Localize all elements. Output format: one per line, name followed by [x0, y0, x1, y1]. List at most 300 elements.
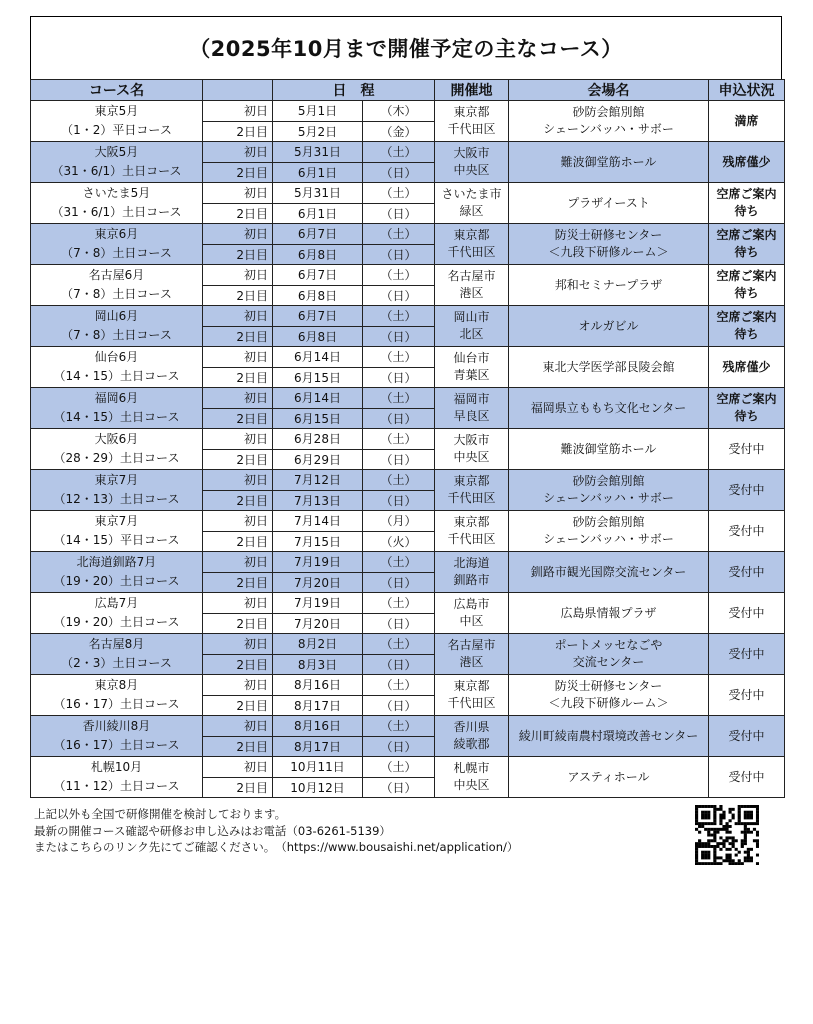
venue-line: 防災士研修センター — [554, 228, 663, 242]
location-ward: 釧路市 — [453, 573, 490, 587]
date-cell: 5月31日 — [273, 142, 363, 163]
venue-cell — [509, 634, 709, 675]
location-ward: 千代田区 — [447, 245, 496, 259]
table-header-row — [31, 80, 785, 101]
weekday-cell: （土） — [363, 552, 435, 573]
date-cell: 6月7日 — [273, 306, 363, 327]
header-status: 申込状況 — [709, 80, 785, 101]
weekday-cell: （月） — [363, 511, 435, 532]
venue-cell — [509, 388, 709, 429]
day-label: 2日目 — [203, 449, 273, 470]
location-ward: 緑区 — [459, 204, 484, 218]
date-cell: 7月13日 — [273, 490, 363, 511]
day-label: 2日目 — [203, 203, 273, 224]
day-label: 2日目 — [203, 736, 273, 757]
venue-cell — [509, 224, 709, 265]
venue-line: 砂防会館別館 — [572, 105, 645, 119]
course-name — [31, 306, 203, 347]
location-ward: 北区 — [459, 327, 484, 341]
status-line: 待ち — [734, 204, 759, 218]
location-city: 東京都 — [453, 515, 490, 529]
location-cell — [435, 429, 509, 470]
status-badge — [709, 306, 785, 347]
date-cell: 10月11日 — [273, 757, 363, 778]
weekday-cell: （土） — [363, 306, 435, 327]
venue-cell — [509, 347, 709, 388]
day-label: 初日 — [203, 470, 273, 491]
course-name-line: 大阪6月 — [94, 432, 139, 446]
course-name-line: 東京7月 — [94, 473, 139, 487]
course-name — [31, 757, 203, 798]
weekday-cell: （土） — [363, 429, 435, 450]
day-label: 2日目 — [203, 654, 273, 675]
course-period: （11・12）土日コース — [53, 779, 180, 793]
date-cell: 8月2日 — [273, 634, 363, 655]
date-cell: 6月29日 — [273, 449, 363, 470]
status-line: 待ち — [734, 409, 759, 423]
venue-cell — [509, 552, 709, 593]
location-cell — [435, 757, 509, 798]
course-period: （14・15）土日コース — [53, 369, 180, 383]
location-city: 北海道 — [453, 556, 490, 570]
status-line: 受付中 — [728, 769, 765, 784]
table-row — [31, 675, 785, 696]
status-line: 受付中 — [728, 441, 765, 456]
weekday-cell: （土） — [363, 716, 435, 737]
course-period: （19・20）土日コース — [53, 615, 180, 629]
status-line: 残席僅少 — [722, 154, 771, 169]
venue-line: ＜九段下研修ルーム＞ — [548, 245, 669, 259]
table-row — [31, 511, 785, 532]
course-name — [31, 429, 203, 470]
location-cell — [435, 306, 509, 347]
location-cell — [435, 511, 509, 552]
venue-line: 邦和セミナープラザ — [554, 277, 663, 292]
venue-line: プラザイースト — [567, 195, 650, 210]
date-cell: 6月14日 — [273, 347, 363, 368]
course-name — [31, 552, 203, 593]
status-badge — [709, 224, 785, 265]
venue-line: オルガビル — [578, 318, 639, 333]
course-name — [31, 593, 203, 634]
course-period: （1・2）平日コース — [61, 123, 172, 137]
day-label: 2日目 — [203, 285, 273, 306]
weekday-cell: （火） — [363, 531, 435, 552]
date-cell: 7月20日 — [273, 613, 363, 634]
location-city: 東京都 — [453, 228, 490, 242]
table-row — [31, 388, 785, 409]
course-name — [31, 101, 203, 142]
table-row — [31, 757, 785, 778]
date-cell: 6月8日 — [273, 244, 363, 265]
location-city: 岡山市 — [453, 310, 490, 324]
status-line: 空席ご案内 — [716, 228, 777, 242]
date-cell: 8月16日 — [273, 716, 363, 737]
course-name-line: 東京7月 — [94, 514, 139, 528]
status-line: 受付中 — [728, 646, 765, 661]
table-row — [31, 142, 785, 163]
header-venue: 会場名 — [509, 80, 709, 101]
day-label: 2日目 — [203, 490, 273, 511]
day-label: 初日 — [203, 142, 273, 163]
course-name-line: 名古屋8月 — [88, 637, 145, 651]
weekday-cell: （土） — [363, 634, 435, 655]
date-cell: 8月16日 — [273, 675, 363, 696]
weekday-cell: （日） — [363, 777, 435, 798]
location-cell — [435, 593, 509, 634]
day-label: 2日目 — [203, 777, 273, 798]
weekday-cell: （日） — [363, 203, 435, 224]
location-ward: 綾歌郡 — [453, 737, 490, 751]
table-row — [31, 716, 785, 737]
location-ward: 中央区 — [453, 163, 490, 177]
location-city: 香川県 — [453, 720, 490, 734]
venue-line: シェーンバッハ・サボー — [543, 532, 674, 546]
date-cell: 5月1日 — [273, 101, 363, 122]
day-label: 2日目 — [203, 162, 273, 183]
venue-line: 釧路市観光国際交流センター — [530, 564, 687, 579]
date-cell: 10月12日 — [273, 777, 363, 798]
date-cell: 6月15日 — [273, 408, 363, 429]
course-name-line: 香川綾川8月 — [82, 719, 151, 733]
venue-cell — [509, 265, 709, 306]
date-cell: 6月15日 — [273, 367, 363, 388]
location-city: 仙台市 — [453, 351, 490, 365]
status-line: 満席 — [734, 113, 759, 128]
header-schedule: 日 程 — [273, 80, 435, 101]
status-badge — [709, 347, 785, 388]
course-name-line: 岡山6月 — [94, 309, 139, 323]
venue-line: 砂防会館別館 — [572, 515, 645, 529]
day-label: 2日目 — [203, 531, 273, 552]
location-ward: 中央区 — [453, 778, 490, 792]
venue-line: シェーンバッハ・サボー — [543, 122, 674, 136]
course-name — [31, 716, 203, 757]
table-row — [31, 183, 785, 204]
status-badge — [709, 470, 785, 511]
date-cell: 7月20日 — [273, 572, 363, 593]
table-row — [31, 265, 785, 286]
day-label: 初日 — [203, 716, 273, 737]
course-period: （31・6/1）土日コース — [51, 205, 182, 219]
location-ward: 千代田区 — [447, 491, 496, 505]
table-row — [31, 306, 785, 327]
course-name-line: 福岡6月 — [94, 391, 139, 405]
location-cell — [435, 470, 509, 511]
weekday-cell: （日） — [363, 695, 435, 716]
status-line: 受付中 — [728, 482, 765, 497]
status-line: 空席ご案内 — [716, 310, 777, 324]
weekday-cell: （土） — [363, 675, 435, 696]
course-name-line: 北海道釧路7月 — [76, 555, 157, 569]
status-line: 空席ご案内 — [716, 187, 777, 201]
table-row — [31, 429, 785, 450]
location-cell — [435, 224, 509, 265]
location-ward: 千代田区 — [447, 696, 496, 710]
venue-line: 広島県情報プラザ — [560, 605, 657, 620]
status-badge — [709, 593, 785, 634]
location-ward: 中区 — [459, 614, 484, 628]
table-row — [31, 347, 785, 368]
venue-cell — [509, 183, 709, 224]
course-name-line: 東京6月 — [94, 227, 139, 241]
location-city: 広島市 — [453, 597, 490, 611]
day-label: 2日目 — [203, 367, 273, 388]
location-ward: 早良区 — [453, 409, 490, 423]
location-cell — [435, 552, 509, 593]
status-badge — [709, 388, 785, 429]
status-line: 待ち — [734, 286, 759, 300]
note-line: 上記以外も全国で研修開催を検討しております。 — [34, 807, 287, 821]
location-cell — [435, 142, 509, 183]
course-name — [31, 265, 203, 306]
venue-cell — [509, 470, 709, 511]
weekday-cell: （木） — [363, 101, 435, 122]
status-badge — [709, 511, 785, 552]
location-cell — [435, 101, 509, 142]
course-period: （7・8）土日コース — [61, 246, 172, 260]
date-cell: 6月14日 — [273, 388, 363, 409]
course-period: （28・29）土日コース — [53, 451, 180, 465]
date-cell: 8月17日 — [273, 695, 363, 716]
status-line: 受付中 — [728, 523, 765, 538]
weekday-cell: （日） — [363, 736, 435, 757]
course-name — [31, 347, 203, 388]
day-label: 初日 — [203, 675, 273, 696]
weekday-cell: （土） — [363, 388, 435, 409]
date-cell: 7月19日 — [273, 552, 363, 573]
venue-cell — [509, 593, 709, 634]
weekday-cell: （日） — [363, 654, 435, 675]
date-cell: 6月7日 — [273, 224, 363, 245]
weekday-cell: （日） — [363, 162, 435, 183]
venue-cell — [509, 429, 709, 470]
status-badge — [709, 716, 785, 757]
weekday-cell: （土） — [363, 757, 435, 778]
venue-cell — [509, 675, 709, 716]
weekday-cell: （日） — [363, 326, 435, 347]
course-period: （7・8）土日コース — [61, 328, 172, 342]
location-ward: 港区 — [459, 286, 484, 300]
venue-line: 福岡県立ももち文化センター — [530, 400, 687, 415]
page-title: （2025年10月まで開催予定の主なコース） — [30, 16, 782, 79]
location-city: さいたま市 — [441, 187, 502, 201]
day-label: 初日 — [203, 224, 273, 245]
status-line: 受付中 — [728, 687, 765, 702]
status-badge — [709, 142, 785, 183]
day-label: 初日 — [203, 306, 273, 327]
table-row — [31, 593, 785, 614]
venue-line: シェーンバッハ・サボー — [543, 491, 674, 505]
header-course: コース名 — [31, 80, 203, 101]
venue-line: 綾川町綾南農村環境改善センター — [518, 728, 699, 743]
day-label: 初日 — [203, 101, 273, 122]
day-label: 2日目 — [203, 408, 273, 429]
weekday-cell: （土） — [363, 142, 435, 163]
course-rows — [31, 101, 785, 798]
venue-line: ＜九段下研修ルーム＞ — [548, 696, 669, 710]
day-label: 2日目 — [203, 326, 273, 347]
weekday-cell: （日） — [363, 572, 435, 593]
location-cell — [435, 265, 509, 306]
location-city: 福岡市 — [453, 392, 490, 406]
status-badge — [709, 552, 785, 593]
course-name — [31, 675, 203, 716]
table-row — [31, 552, 785, 573]
day-label: 初日 — [203, 183, 273, 204]
location-city: 札幌市 — [453, 761, 490, 775]
date-cell: 8月3日 — [273, 654, 363, 675]
venue-line: 交流センター — [572, 655, 645, 669]
course-period: （7・8）土日コース — [61, 287, 172, 301]
status-line: 待ち — [734, 327, 759, 341]
course-name-line: 東京8月 — [94, 678, 139, 692]
header-blank — [203, 80, 273, 101]
course-name — [31, 224, 203, 265]
course-name-line: 大阪5月 — [94, 145, 139, 159]
date-cell: 7月12日 — [273, 470, 363, 491]
location-city: 東京都 — [453, 105, 490, 119]
course-period: （14・15）平日コース — [53, 533, 180, 547]
location-city: 東京都 — [453, 679, 490, 693]
status-badge — [709, 101, 785, 142]
weekday-cell: （日） — [363, 449, 435, 470]
location-ward: 青葉区 — [453, 368, 490, 382]
venue-line: アスティホール — [567, 769, 650, 784]
footer-notes — [34, 806, 674, 856]
date-cell: 6月1日 — [273, 162, 363, 183]
status-line: 受付中 — [728, 728, 765, 743]
course-name — [31, 634, 203, 675]
day-label: 初日 — [203, 265, 273, 286]
location-city: 名古屋市 — [447, 269, 496, 283]
venue-line: 東北大学医学部艮陵会館 — [542, 359, 675, 374]
venue-cell — [509, 101, 709, 142]
weekday-cell: （土） — [363, 347, 435, 368]
status-badge — [709, 429, 785, 470]
table-row — [31, 634, 785, 655]
date-cell: 7月14日 — [273, 511, 363, 532]
weekday-cell: （日） — [363, 408, 435, 429]
venue-line: 難波御堂筋ホール — [560, 154, 657, 169]
date-cell: 8月17日 — [273, 736, 363, 757]
header-area: 開催地 — [435, 80, 509, 101]
weekday-cell: （日） — [363, 244, 435, 265]
table-row — [31, 101, 785, 122]
status-badge — [709, 634, 785, 675]
day-label: 2日目 — [203, 572, 273, 593]
weekday-cell: （日） — [363, 285, 435, 306]
course-name-line: さいたま5月 — [82, 186, 151, 200]
course-name-line: 仙台6月 — [94, 350, 139, 364]
date-cell: 6月28日 — [273, 429, 363, 450]
day-label: 2日目 — [203, 613, 273, 634]
venue-line: 難波御堂筋ホール — [560, 441, 657, 456]
course-name-line: 名古屋6月 — [88, 268, 145, 282]
venue-cell — [509, 757, 709, 798]
course-name-line: 札幌10月 — [90, 760, 143, 774]
status-badge — [709, 757, 785, 798]
course-period: （31・6/1）土日コース — [51, 164, 182, 178]
weekday-cell: （金） — [363, 121, 435, 142]
day-label: 2日目 — [203, 121, 273, 142]
course-period: （2・3）土日コース — [61, 656, 172, 670]
location-ward: 千代田区 — [447, 122, 496, 136]
course-name — [31, 142, 203, 183]
status-line: 空席ご案内 — [716, 269, 777, 283]
day-label: 初日 — [203, 388, 273, 409]
venue-cell — [509, 142, 709, 183]
location-city: 大阪市 — [453, 433, 490, 447]
venue-line: 防災士研修センター — [554, 679, 663, 693]
weekday-cell: （日） — [363, 367, 435, 388]
course-name — [31, 470, 203, 511]
weekday-cell: （土） — [363, 265, 435, 286]
course-name — [31, 388, 203, 429]
date-cell: 6月1日 — [273, 203, 363, 224]
day-label: 初日 — [203, 593, 273, 614]
date-cell: 7月15日 — [273, 531, 363, 552]
location-ward: 港区 — [459, 655, 484, 669]
location-city: 東京都 — [453, 474, 490, 488]
location-cell — [435, 675, 509, 716]
venue-cell — [509, 511, 709, 552]
course-period: （19・20）土日コース — [53, 574, 180, 588]
day-label: 初日 — [203, 757, 273, 778]
course-table — [30, 79, 785, 798]
weekday-cell: （土） — [363, 183, 435, 204]
status-line: 残席僅少 — [722, 359, 771, 374]
course-name-line: 東京5月 — [94, 104, 139, 118]
date-cell: 6月8日 — [273, 285, 363, 306]
status-line: 受付中 — [728, 564, 765, 579]
date-cell: 5月2日 — [273, 121, 363, 142]
date-cell: 6月8日 — [273, 326, 363, 347]
location-ward: 千代田区 — [447, 532, 496, 546]
course-period: （16・17）土日コース — [53, 697, 180, 711]
weekday-cell: （土） — [363, 470, 435, 491]
course-period: （14・15）土日コース — [53, 410, 180, 424]
day-label: 2日目 — [203, 244, 273, 265]
location-cell — [435, 716, 509, 757]
status-line: 待ち — [734, 245, 759, 259]
location-cell — [435, 388, 509, 429]
course-period: （16・17）土日コース — [53, 738, 180, 752]
location-cell — [435, 183, 509, 224]
date-cell: 7月19日 — [273, 593, 363, 614]
location-cell — [435, 347, 509, 388]
date-cell: 5月31日 — [273, 183, 363, 204]
status-line: 空席ご案内 — [716, 392, 777, 406]
venue-cell — [509, 306, 709, 347]
qr-code-icon[interactable] — [695, 805, 759, 865]
weekday-cell: （日） — [363, 490, 435, 511]
location-ward: 中央区 — [453, 450, 490, 464]
note-line: またはこちらのリンク先にてご確認ください。 （https://www.bousaishi.net/application/） — [34, 840, 519, 854]
day-label: 初日 — [203, 347, 273, 368]
day-label: 初日 — [203, 429, 273, 450]
status-line: 受付中 — [728, 605, 765, 620]
course-name-line: 広島7月 — [94, 596, 139, 610]
day-label: 初日 — [203, 634, 273, 655]
weekday-cell: （土） — [363, 224, 435, 245]
status-badge — [709, 183, 785, 224]
day-label: 2日目 — [203, 695, 273, 716]
venue-line: ポートメッセなごや — [554, 638, 663, 652]
venue-cell — [509, 716, 709, 757]
day-label: 初日 — [203, 552, 273, 573]
weekday-cell: （日） — [363, 613, 435, 634]
